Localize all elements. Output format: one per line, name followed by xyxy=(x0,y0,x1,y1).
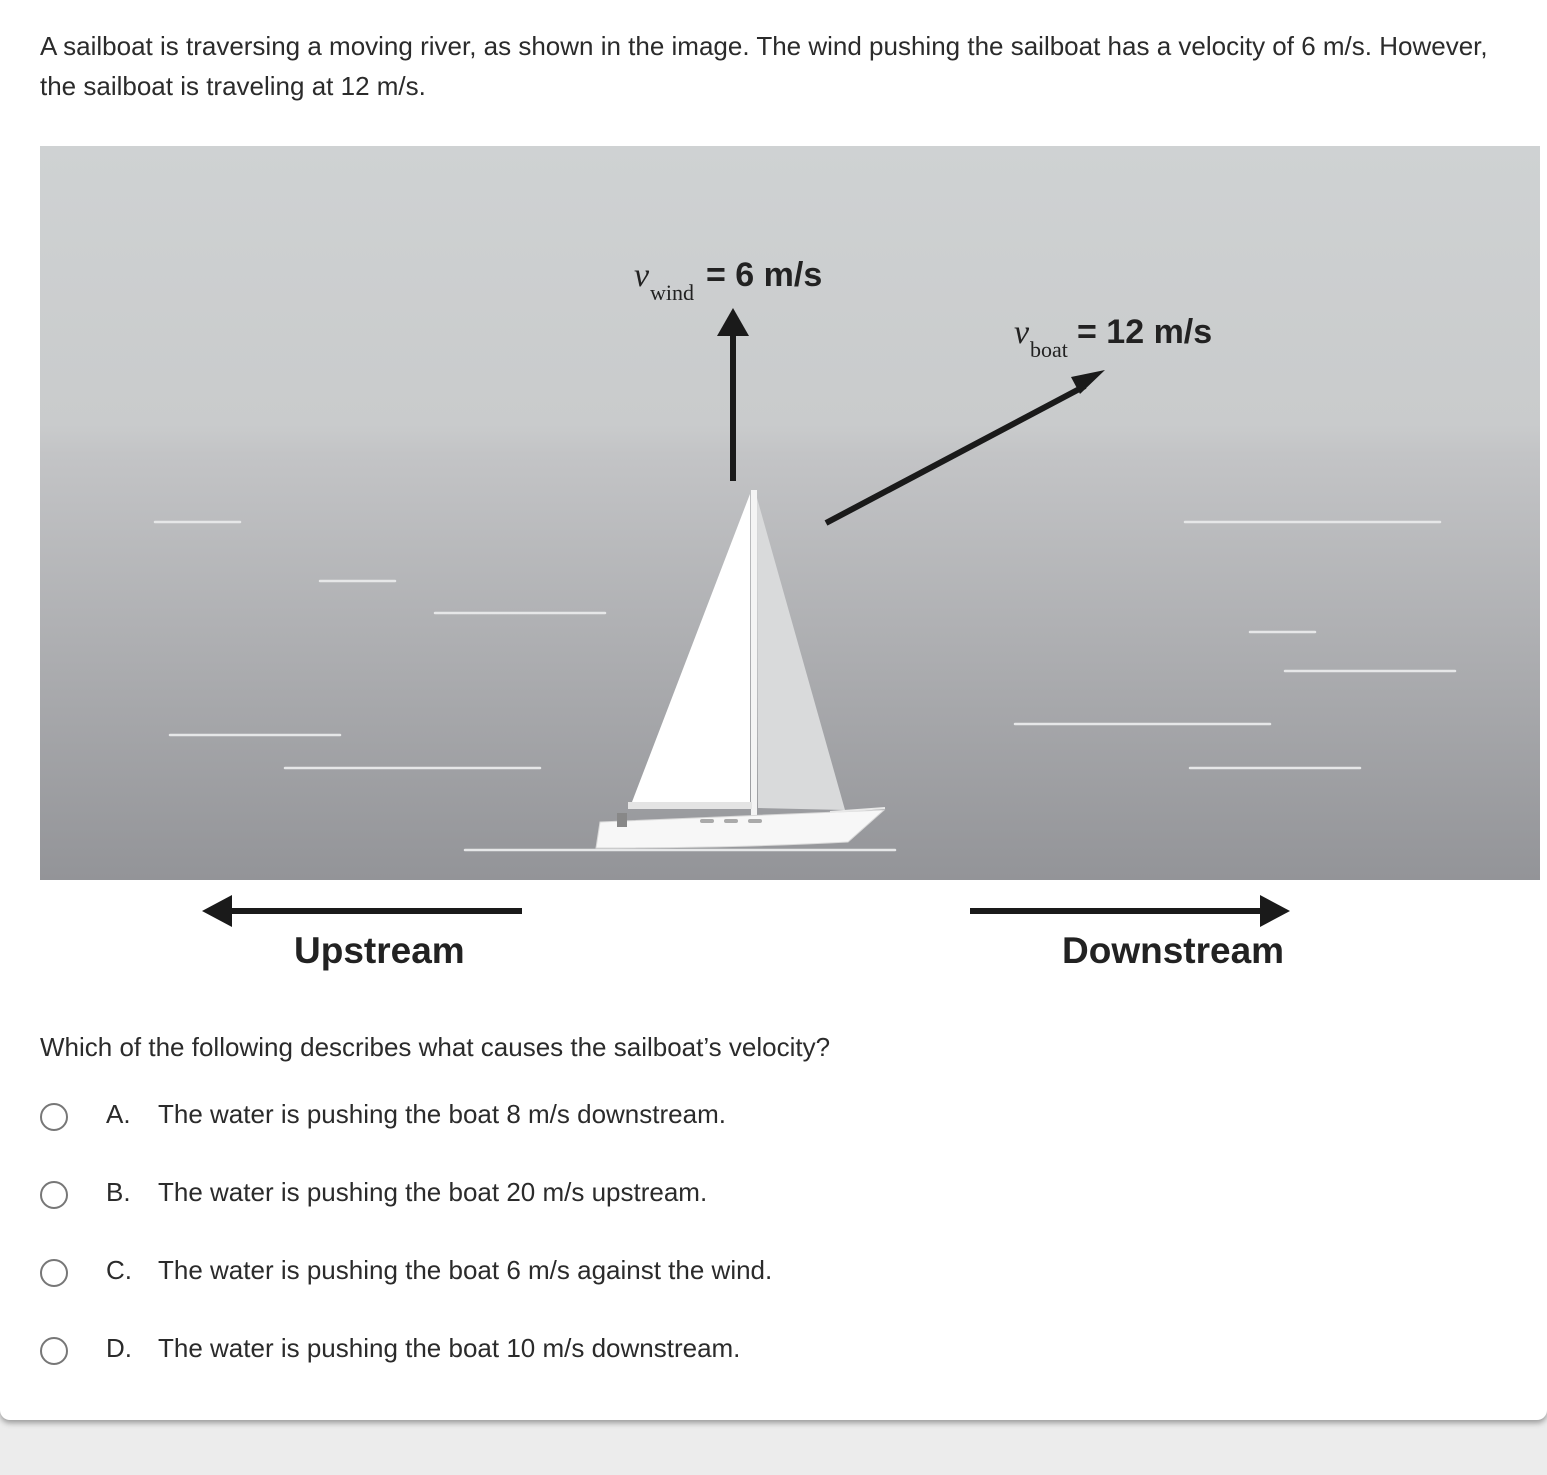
downstream-label: Downstream xyxy=(1062,930,1285,971)
right-arrow-icon xyxy=(968,890,1298,934)
choice-letter: B. xyxy=(106,1176,131,1207)
choice-c[interactable] xyxy=(40,1250,940,1290)
choice-letter: D. xyxy=(106,1332,132,1363)
choice-text: The water is pushing the boat 20 m/s upstream. xyxy=(158,1176,708,1207)
boat-subscript: boat xyxy=(1030,337,1068,362)
mast xyxy=(751,490,757,816)
choice-letter: A. xyxy=(106,1098,131,1129)
wind-value: = 6 m/s xyxy=(706,256,823,294)
choice-text: The water is pushing the boat 8 m/s downstream. xyxy=(158,1098,726,1129)
left-arrow-icon xyxy=(200,890,530,934)
boom xyxy=(628,802,752,809)
question-stem: Which of the following describes what causes the sailboat’s velocity? xyxy=(40,1032,831,1062)
wind-subscript: wind xyxy=(650,280,694,305)
radio-button[interactable] xyxy=(40,1103,68,1131)
choice-letter: C. xyxy=(106,1254,132,1285)
question-prompt: A sailboat is traversing a moving river, as shown in the image. The wind pushing the sailboat has a velocity of 6 m/s. However, the sailboat is traveling at 12 m/s. xyxy=(40,31,1488,101)
choice-b[interactable] xyxy=(40,1172,940,1212)
choice-text: The water is pushing the boat 6 m/s against the wind. xyxy=(158,1254,773,1285)
downstream-indicator xyxy=(968,890,1308,990)
sailboat-figure xyxy=(40,146,1540,880)
choice-d[interactable] xyxy=(40,1328,940,1368)
radio-button[interactable] xyxy=(40,1259,68,1287)
choice-text: The water is pushing the boat 10 m/s downstream. xyxy=(158,1332,741,1363)
boat-symbol: v xyxy=(1014,314,1030,351)
upstream-label: Upstream xyxy=(294,930,465,971)
boat-value: = 12 m/s xyxy=(1077,313,1213,351)
radio-button[interactable] xyxy=(40,1337,68,1365)
radio-button[interactable] xyxy=(40,1181,68,1209)
choice-a[interactable] xyxy=(40,1094,940,1134)
wind-symbol: v xyxy=(634,257,650,294)
upstream-indicator xyxy=(200,890,540,990)
